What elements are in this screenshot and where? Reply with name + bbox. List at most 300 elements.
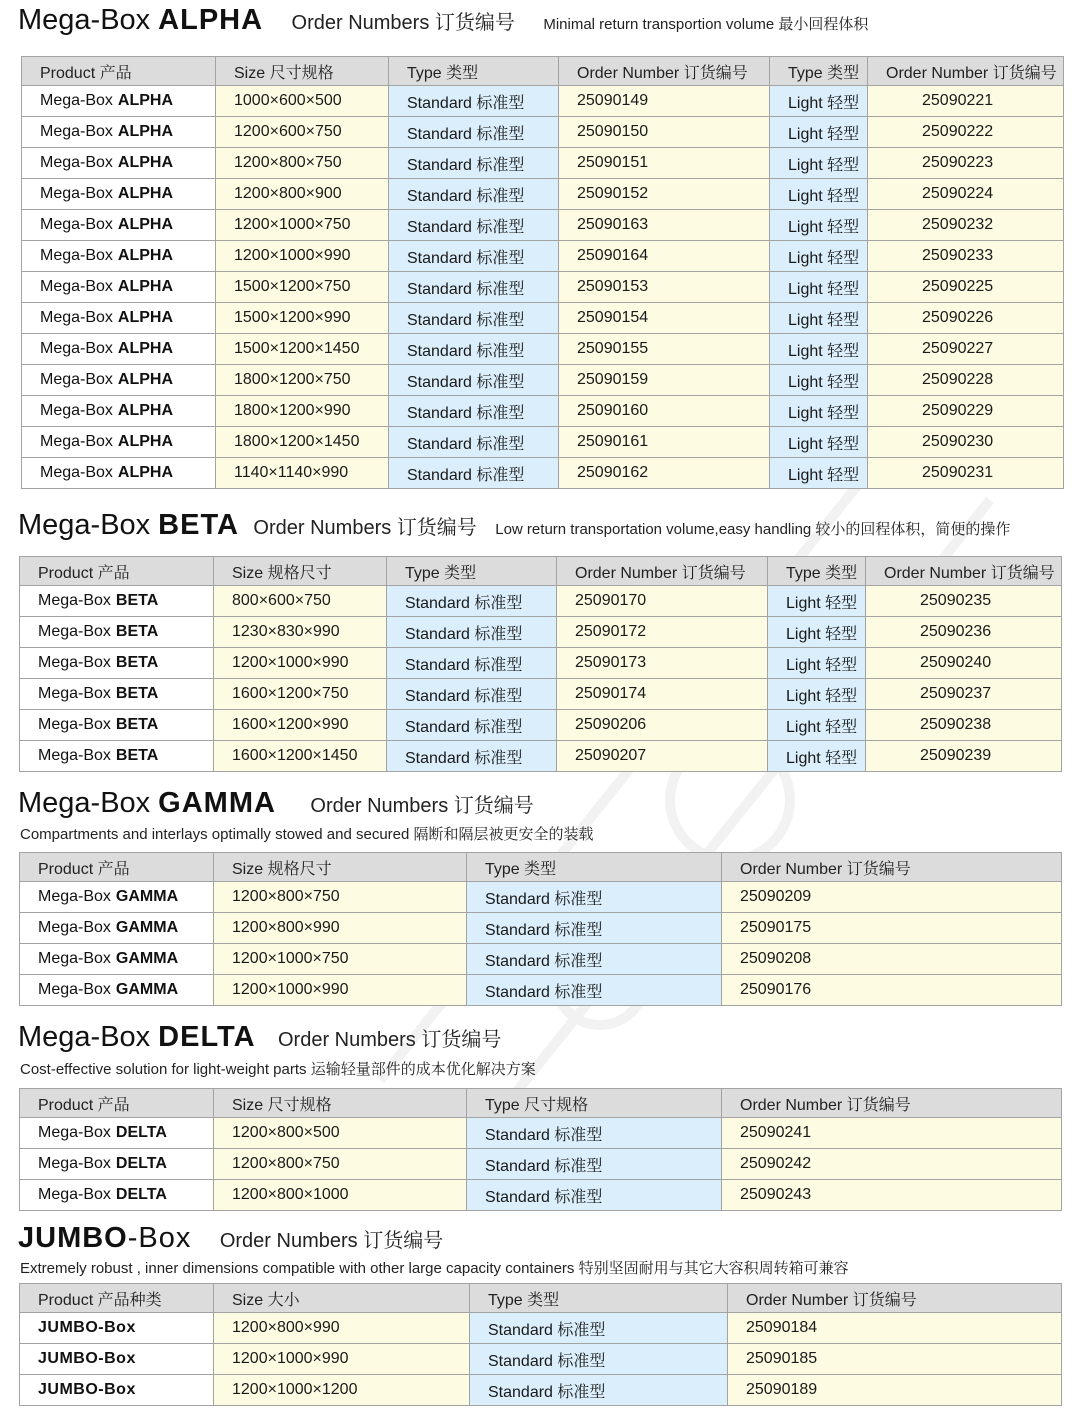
gamma-order-numbers-label: Order Numbers 订货编号 [310, 795, 534, 817]
type-cell: Standard 标准型 [387, 741, 557, 772]
light-order-number-cell: 25090239 [866, 741, 1062, 772]
order-number-cell: 25090176 [722, 975, 1062, 1006]
light-type-cell: Light 轻型 [770, 458, 868, 489]
light-order-number-cell: 25090232 [868, 210, 1064, 241]
alpha-description: Minimal return transportion volume 最小回程体积 [543, 16, 869, 33]
product-cell [20, 975, 214, 1006]
alpha-order-numbers-label: Order Numbers 订货编号 [291, 12, 515, 34]
alpha-heading [18, 4, 868, 37]
order-number-cell: 25090206 [557, 710, 768, 741]
size-cell: 1140×1140×990 [216, 458, 389, 489]
table-row [20, 975, 1062, 1006]
jumbo-brand-bold: JUMBO [18, 1222, 128, 1254]
light-type-cell: Light 轻型 [770, 179, 868, 210]
table-row [22, 427, 1064, 458]
product-brand: Mega-Box [38, 919, 111, 936]
order-number-cell: 25090154 [559, 303, 770, 334]
order-number-cell: 25090173 [557, 648, 768, 679]
product-model: BETA [115, 654, 159, 671]
table-row [20, 913, 1062, 944]
column-header: Product 产品种类 [20, 1284, 214, 1313]
size-cell: 1200×800×900 [216, 179, 389, 210]
type-cell: Standard 标准型 [389, 334, 559, 365]
beta-model: BETA [158, 509, 239, 541]
product-cell [20, 1344, 214, 1375]
type-cell: Standard 标准型 [467, 882, 722, 913]
type-cell: Standard 标准型 [387, 586, 557, 617]
column-header: Size 规格尺寸 [214, 557, 387, 586]
light-type-cell: Light 轻型 [768, 617, 866, 648]
column-header: Order Number 订货编号 [866, 557, 1062, 586]
light-type-cell: Light 轻型 [770, 86, 868, 117]
column-header: Size 尺寸规格 [214, 1089, 467, 1118]
product-cell [22, 365, 216, 396]
beta-brand: Mega-Box [18, 509, 151, 541]
jumbo-table [19, 1283, 1062, 1406]
column-header: Type 类型 [467, 853, 722, 882]
type-cell: Standard 标准型 [389, 179, 559, 210]
size-cell: 1800×1200×990 [216, 396, 389, 427]
table-row [20, 679, 1062, 710]
size-cell: 1200×800×1000 [214, 1180, 467, 1211]
order-number-cell: 25090160 [559, 396, 770, 427]
light-type-cell: Light 轻型 [770, 334, 868, 365]
product-model: BETA [115, 623, 159, 640]
light-type-cell: Light 轻型 [770, 148, 868, 179]
order-number-cell: 25090189 [728, 1375, 1062, 1406]
product-brand: Mega-Box [38, 747, 111, 764]
type-cell: Standard 标准型 [470, 1313, 728, 1344]
gamma-model: GAMMA [158, 787, 276, 819]
order-number-cell: 25090164 [559, 241, 770, 272]
delta-description: Cost-effective solution for light-weight parts 运输轻量部件的成本优化解决方案 [20, 1061, 536, 1078]
size-cell: 1500×1200×1450 [216, 334, 389, 365]
order-number-cell: 25090163 [559, 210, 770, 241]
size-cell: 1200×1000×750 [214, 944, 467, 975]
light-order-number-cell: 25090229 [868, 396, 1064, 427]
order-number-cell: 25090241 [722, 1118, 1062, 1149]
product-model: ALPHA [117, 154, 174, 171]
table-row [22, 272, 1064, 303]
table-row [20, 741, 1062, 772]
jumbo-brand-rest: -Box [127, 1222, 192, 1254]
column-header: Product 产品 [20, 557, 214, 586]
jumbo-description: Extremely robust , inner dimensions compatible with other large capacity containers 特别坚固耐用与其它大容积周转箱可兼容 [20, 1260, 849, 1277]
size-cell: 1500×1200×990 [216, 303, 389, 334]
column-header: Order Number 订货编号 [557, 557, 768, 586]
column-header: Type 类型 [770, 57, 868, 86]
size-cell: 1200×1000×750 [216, 210, 389, 241]
order-number-cell: 25090170 [557, 586, 768, 617]
type-cell: Standard 标准型 [467, 913, 722, 944]
type-cell: Standard 标准型 [389, 86, 559, 117]
size-cell: 1500×1200×750 [216, 272, 389, 303]
product-brand: Mega-Box [40, 371, 113, 388]
type-cell: Standard 标准型 [387, 710, 557, 741]
order-number-cell: 25090150 [559, 117, 770, 148]
product-cell [22, 458, 216, 489]
table-row [22, 334, 1064, 365]
product-brand: Mega-Box [40, 154, 113, 171]
beta-description: Low return transportation volume,easy handling 较小的回程体积，简便的操作 [495, 521, 1011, 538]
beta-heading [18, 509, 1010, 542]
beta-table [19, 556, 1062, 772]
light-type-cell: Light 轻型 [768, 679, 866, 710]
product-brand: Mega-Box [38, 1124, 111, 1141]
product-brand: JUMBO [38, 1381, 99, 1398]
light-type-cell: Light 轻型 [770, 210, 868, 241]
light-order-number-cell: 25090238 [866, 710, 1062, 741]
product-brand: Mega-Box [40, 309, 113, 326]
product-brand: Mega-Box [40, 123, 113, 140]
product-cell [20, 913, 214, 944]
size-cell: 1200×800×750 [214, 1149, 467, 1180]
table-row [22, 458, 1064, 489]
product-model: BETA [115, 716, 159, 733]
type-cell: Standard 标准型 [387, 679, 557, 710]
product-cell [22, 272, 216, 303]
order-number-cell: 25090174 [557, 679, 768, 710]
order-number-cell: 25090185 [728, 1344, 1062, 1375]
table-row [20, 1118, 1062, 1149]
product-model: -Box [98, 1381, 136, 1398]
size-cell: 1200×800×500 [214, 1118, 467, 1149]
table-header-row [20, 853, 1062, 882]
column-header: Size 尺寸规格 [216, 57, 389, 86]
light-order-number-cell: 25090226 [868, 303, 1064, 334]
product-cell [20, 648, 214, 679]
table-row [22, 148, 1064, 179]
gamma-heading [18, 787, 534, 820]
size-cell: 1600×1200×1450 [214, 741, 387, 772]
light-order-number-cell: 25090222 [868, 117, 1064, 148]
product-model: ALPHA [117, 185, 174, 202]
jumbo-order-numbers-label: Order Numbers 订货编号 [219, 1230, 444, 1252]
table-row [20, 1313, 1062, 1344]
product-brand: Mega-Box [40, 464, 113, 481]
product-model: ALPHA [117, 278, 174, 295]
light-order-number-cell: 25090236 [866, 617, 1062, 648]
size-cell: 1200×800×990 [214, 913, 467, 944]
order-number-cell: 25090151 [559, 148, 770, 179]
beta-order-numbers-label: Order Numbers 订货编号 [253, 517, 477, 539]
type-cell: Standard 标准型 [389, 427, 559, 458]
light-type-cell: Light 轻型 [770, 272, 868, 303]
product-cell [22, 117, 216, 148]
product-brand: Mega-Box [40, 216, 113, 233]
light-order-number-cell: 25090223 [868, 148, 1064, 179]
light-order-number-cell: 25090224 [868, 179, 1064, 210]
table-row [22, 117, 1064, 148]
order-number-cell: 25090155 [559, 334, 770, 365]
product-cell [20, 710, 214, 741]
gamma-description: Compartments and interlays optimally stowed and secured 隔断和隔层被更安全的装载 [20, 826, 594, 843]
product-cell [22, 210, 216, 241]
product-brand: Mega-Box [38, 950, 111, 967]
order-number-cell: 25090175 [722, 913, 1062, 944]
product-model: GAMMA [115, 888, 179, 905]
column-header: Order Number 订货编号 [728, 1284, 1062, 1313]
column-header: Size 大小 [214, 1284, 470, 1313]
product-cell [20, 1149, 214, 1180]
column-header: Type 类型 [387, 557, 557, 586]
light-type-cell: Light 轻型 [770, 396, 868, 427]
order-number-cell: 25090208 [722, 944, 1062, 975]
product-brand: Mega-Box [38, 685, 111, 702]
product-model: ALPHA [117, 216, 174, 233]
table-row [20, 648, 1062, 679]
gamma-brand: Mega-Box [18, 787, 151, 819]
light-type-cell: Light 轻型 [770, 427, 868, 458]
order-number-cell: 25090207 [557, 741, 768, 772]
product-cell [20, 1375, 214, 1406]
product-model: DELTA [115, 1155, 167, 1172]
order-number-cell: 25090152 [559, 179, 770, 210]
light-type-cell: Light 轻型 [770, 241, 868, 272]
column-header: Type 类型 [389, 57, 559, 86]
light-type-cell: Light 轻型 [768, 586, 866, 617]
column-header: Size 规格尺寸 [214, 853, 467, 882]
size-cell: 1200×800×750 [214, 882, 467, 913]
type-cell: Standard 标准型 [389, 458, 559, 489]
product-cell [20, 944, 214, 975]
order-number-cell: 25090159 [559, 365, 770, 396]
type-cell: Standard 标准型 [389, 396, 559, 427]
table-row [20, 1180, 1062, 1211]
light-order-number-cell: 25090221 [868, 86, 1064, 117]
alpha-table [21, 56, 1064, 489]
table-row [22, 365, 1064, 396]
size-cell: 1200×1000×990 [214, 975, 467, 1006]
product-model: ALPHA [117, 92, 174, 109]
delta-heading [18, 1021, 501, 1054]
delta-order-numbers-label: Order Numbers 订货编号 [277, 1029, 502, 1051]
column-header: Type 尺寸规格 [467, 1089, 722, 1118]
light-order-number-cell: 25090240 [866, 648, 1062, 679]
table-row [22, 210, 1064, 241]
table-row [22, 179, 1064, 210]
column-header: Order Number 订货编号 [559, 57, 770, 86]
product-cell [22, 86, 216, 117]
product-brand: Mega-Box [40, 92, 113, 109]
size-cell: 1200×1000×990 [216, 241, 389, 272]
order-number-cell: 25090162 [559, 458, 770, 489]
light-order-number-cell: 25090237 [866, 679, 1062, 710]
size-cell: 1600×1200×750 [214, 679, 387, 710]
table-row [20, 710, 1062, 741]
product-model: ALPHA [117, 464, 174, 481]
product-model: GAMMA [115, 950, 179, 967]
product-cell [22, 396, 216, 427]
product-brand: Mega-Box [38, 623, 111, 640]
column-header: Order Number 订货编号 [722, 853, 1062, 882]
table-row [20, 1149, 1062, 1180]
product-cell [22, 241, 216, 272]
size-cell: 1200×600×750 [216, 117, 389, 148]
type-cell: Standard 标准型 [470, 1344, 728, 1375]
product-brand: Mega-Box [40, 433, 113, 450]
product-model: BETA [115, 685, 159, 702]
light-order-number-cell: 25090233 [868, 241, 1064, 272]
column-header: Product 产品 [20, 853, 214, 882]
table-row [20, 882, 1062, 913]
order-number-cell: 25090209 [722, 882, 1062, 913]
type-cell: Standard 标准型 [467, 1149, 722, 1180]
table-header-row [20, 1284, 1062, 1313]
table-header-row [20, 557, 1062, 586]
size-cell: 800×600×750 [214, 586, 387, 617]
product-model: -Box [98, 1350, 136, 1367]
product-cell [22, 148, 216, 179]
product-model: BETA [115, 592, 159, 609]
product-model: DELTA [115, 1124, 167, 1141]
order-number-cell: 25090172 [557, 617, 768, 648]
size-cell: 1000×600×500 [216, 86, 389, 117]
table-row [20, 944, 1062, 975]
product-brand: JUMBO [38, 1319, 99, 1336]
type-cell: Standard 标准型 [389, 303, 559, 334]
column-header: Type 类型 [470, 1284, 728, 1313]
light-order-number-cell: 25090225 [868, 272, 1064, 303]
gamma-table [19, 852, 1062, 1006]
product-model: ALPHA [117, 123, 174, 140]
delta-brand: Mega-Box [18, 1021, 151, 1053]
product-brand: Mega-Box [38, 888, 111, 905]
table-row [20, 617, 1062, 648]
product-cell [20, 617, 214, 648]
type-cell: Standard 标准型 [467, 1118, 722, 1149]
product-brand: Mega-Box [38, 592, 111, 609]
product-cell [22, 179, 216, 210]
size-cell: 1200×1000×1200 [214, 1375, 470, 1406]
table-row [22, 396, 1064, 427]
type-cell: Standard 标准型 [389, 241, 559, 272]
product-model: ALPHA [117, 433, 174, 450]
type-cell: Standard 标准型 [389, 148, 559, 179]
product-brand: Mega-Box [40, 402, 113, 419]
type-cell: Standard 标准型 [389, 272, 559, 303]
table-header-row [22, 57, 1064, 86]
size-cell: 1200×800×990 [214, 1313, 470, 1344]
order-number-cell: 25090161 [559, 427, 770, 458]
jumbo-heading [18, 1222, 443, 1255]
table-row [22, 86, 1064, 117]
column-header: Type 类型 [768, 557, 866, 586]
product-cell [20, 1313, 214, 1344]
delta-table [19, 1088, 1062, 1211]
product-model: DELTA [115, 1186, 167, 1203]
table-row [20, 586, 1062, 617]
column-header: Product 产品 [20, 1089, 214, 1118]
light-order-number-cell: 25090230 [868, 427, 1064, 458]
product-brand: Mega-Box [38, 981, 111, 998]
light-type-cell: Light 轻型 [768, 648, 866, 679]
order-number-cell: 25090153 [559, 272, 770, 303]
product-model: ALPHA [117, 402, 174, 419]
table-row [22, 303, 1064, 334]
size-cell: 1600×1200×990 [214, 710, 387, 741]
product-brand: JUMBO [38, 1350, 99, 1367]
size-cell: 1200×1000×990 [214, 1344, 470, 1375]
product-brand: Mega-Box [40, 278, 113, 295]
product-model: ALPHA [117, 247, 174, 264]
type-cell: Standard 标准型 [467, 975, 722, 1006]
product-cell [20, 741, 214, 772]
product-model: GAMMA [115, 981, 179, 998]
light-type-cell: Light 轻型 [770, 117, 868, 148]
product-cell [22, 303, 216, 334]
product-brand: Mega-Box [40, 340, 113, 357]
order-number-cell: 25090184 [728, 1313, 1062, 1344]
alpha-model: ALPHA [158, 4, 264, 36]
order-number-cell: 25090243 [722, 1180, 1062, 1211]
product-model: ALPHA [117, 340, 174, 357]
type-cell: Standard 标准型 [470, 1375, 728, 1406]
type-cell: Standard 标准型 [467, 944, 722, 975]
size-cell: 1200×1000×990 [214, 648, 387, 679]
type-cell: Standard 标准型 [389, 117, 559, 148]
product-model: BETA [115, 747, 159, 764]
table-row [22, 241, 1064, 272]
light-type-cell: Light 轻型 [768, 710, 866, 741]
column-header: Product 产品 [22, 57, 216, 86]
light-order-number-cell: 25090231 [868, 458, 1064, 489]
type-cell: Standard 标准型 [387, 617, 557, 648]
delta-model: DELTA [158, 1021, 256, 1053]
type-cell: Standard 标准型 [389, 365, 559, 396]
order-number-cell: 25090242 [722, 1149, 1062, 1180]
size-cell: 1230×830×990 [214, 617, 387, 648]
product-brand: Mega-Box [38, 654, 111, 671]
product-model: ALPHA [117, 371, 174, 388]
order-number-cell: 25090149 [559, 86, 770, 117]
product-brand: Mega-Box [38, 1186, 111, 1203]
product-cell [20, 1180, 214, 1211]
product-model: ALPHA [117, 309, 174, 326]
size-cell: 1800×1200×750 [216, 365, 389, 396]
product-cell [20, 586, 214, 617]
size-cell: 1200×800×750 [216, 148, 389, 179]
product-cell [22, 334, 216, 365]
alpha-brand: Mega-Box [18, 4, 151, 36]
type-cell: Standard 标准型 [387, 648, 557, 679]
table-row [20, 1344, 1062, 1375]
light-order-number-cell: 25090228 [868, 365, 1064, 396]
product-cell [20, 679, 214, 710]
column-header: Order Number 订货编号 [868, 57, 1064, 86]
product-cell [20, 1118, 214, 1149]
light-type-cell: Light 轻型 [770, 365, 868, 396]
light-order-number-cell: 25090227 [868, 334, 1064, 365]
product-brand: Mega-Box [40, 185, 113, 202]
table-row [20, 1375, 1062, 1406]
product-model: -Box [98, 1319, 136, 1336]
product-model: GAMMA [115, 919, 179, 936]
type-cell: Standard 标准型 [467, 1180, 722, 1211]
light-type-cell: Light 轻型 [770, 303, 868, 334]
product-brand: Mega-Box [40, 247, 113, 264]
product-brand: Mega-Box [38, 716, 111, 733]
table-header-row [20, 1089, 1062, 1118]
light-order-number-cell: 25090235 [866, 586, 1062, 617]
size-cell: 1800×1200×1450 [216, 427, 389, 458]
product-brand: Mega-Box [38, 1155, 111, 1172]
light-type-cell: Light 轻型 [768, 741, 866, 772]
product-cell [22, 427, 216, 458]
column-header: Order Number 订货编号 [722, 1089, 1062, 1118]
product-cell [20, 882, 214, 913]
type-cell: Standard 标准型 [389, 210, 559, 241]
